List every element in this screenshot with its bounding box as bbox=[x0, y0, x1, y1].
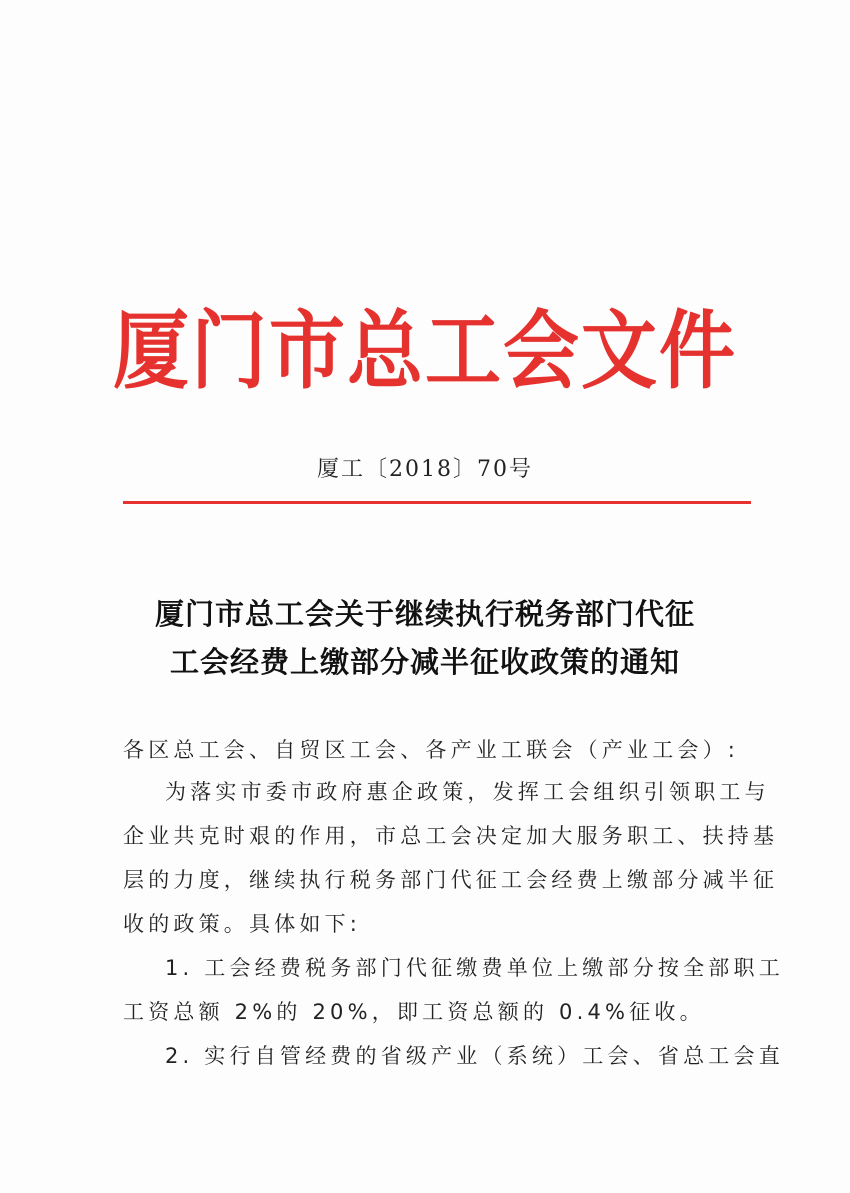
notice-title-line-1: 厦门市总工会关于继续执行税务部门代征 bbox=[154, 597, 695, 631]
paragraph-1-line-4: 收的政策。具体如下: bbox=[123, 912, 362, 936]
item-1-line-2: 工资总额 2%的 20%，即工资总额的 0.4%征收。 bbox=[123, 1000, 705, 1024]
red-divider-rule bbox=[123, 501, 751, 504]
masthead-title: 厦门市总工会文件 bbox=[113, 301, 737, 401]
document-number: 厦工〔2018〕70号 bbox=[317, 457, 533, 482]
paragraph-1-line-3: 层的力度，继续执行税务部门代征工会经费上缴部分减半征 bbox=[123, 868, 779, 892]
item-1-line-1: 1. 工会经费税务部门代征缴费单位上缴部分按全部职工 bbox=[165, 956, 784, 980]
item-2-line-1: 2. 实行自管经费的省级产业（系统）工会、省总工会直 bbox=[165, 1044, 784, 1068]
salutation: 各区总工会、自贸区工会、各产业工联会（产业工会）: bbox=[123, 738, 740, 762]
notice-title-line-2: 工会经费上缴部分减半征收政策的通知 bbox=[169, 645, 680, 679]
paragraph-1-line-2: 企业共克时艰的作用，市总工会决定加大服务职工、扶持基 bbox=[123, 824, 779, 848]
paragraph-1-line-1: 为落实市委市政府惠企政策，发挥工会组织引领职工与 bbox=[165, 780, 770, 804]
